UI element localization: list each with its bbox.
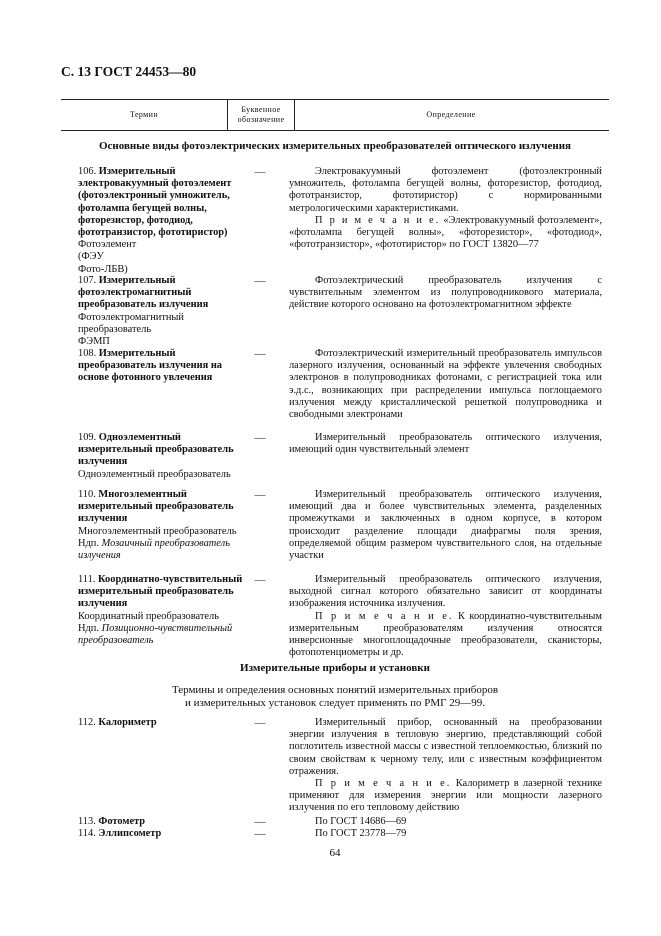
definition-text: Измерительный преобразователь оптического излучения, выходной сигнал которого обязательно зависит от координаты изображения источника излучения. (289, 574, 602, 610)
section-note-line: Термины и определения основных понятий измерительных приборов (171, 684, 499, 696)
term-text: 110. Многоэлементный измерительный преобразователь излучения (78, 489, 234, 525)
symbol-dash: — (254, 275, 266, 287)
term-synonym: ФЭМП (78, 336, 110, 348)
term-synonym: Фотоэлемент (78, 239, 137, 251)
definition-cell (289, 489, 602, 562)
column-header-symbol: Буквенное обозначение (227, 100, 295, 130)
symbol-dash: — (254, 574, 266, 586)
term-deprecated: Ндп. Мозаичный преобразователь излучения (78, 537, 230, 562)
definition-cell (289, 816, 602, 828)
section-note-line: и измерительных установок следует применять по РМГ 29—99. (184, 697, 485, 709)
definition-text: По ГОСТ 23778—79 (315, 828, 407, 839)
definition-text: Измерительный преобразователь оптического излучения, имеющий один чувствительный элемент (289, 432, 602, 456)
section-title: Основные виды фотоэлектрических измерительных преобразователей оптического излучения (98, 140, 571, 152)
term-cell (78, 489, 244, 562)
term-text: 114. Эллипсометр (78, 828, 162, 839)
column-header-term: Термин (129, 110, 159, 119)
term-cell (78, 166, 244, 276)
term-text: 106. Измерительный электровакуумный фотоэлемент (фотоэлектронный умножитель, фотолампа бегущей волны, фоторезистор, фотодиод, фототранзистор, фототиристор) (78, 166, 232, 239)
term-text: 113. Фотометр (78, 816, 146, 827)
definition-cell (289, 828, 602, 840)
term-text: 111. Координатно-чувствительный измерительный преобразователь излучения (78, 574, 243, 610)
definition-text: По ГОСТ 14686—69 (315, 816, 407, 827)
definition-text: Измерительный преобразователь оптического излучения, имеющий два и более чувствительных элемента, разделенных промежутками и заключенных в одном корпусе, в котором происходит разделение площади диафрагмы поля зрения, определяемой общим размером чувствительного слоя, на отдельные участки (289, 489, 602, 562)
page-header: С. 13 ГОСТ 24453—80 (61, 64, 197, 79)
page-number: 64 (329, 847, 341, 859)
column-header-definition: Определение (426, 110, 476, 119)
definition-cell (289, 275, 602, 312)
definition-cell (289, 166, 602, 251)
symbol-dash: — (254, 828, 266, 840)
term-synonym: Фотоэлектромагнитный преобразователь (78, 311, 184, 335)
term-synonym: Фото-ЛБВ) (78, 263, 128, 275)
term-text: 109. Одноэлементный измерительный преобразователь излучения (78, 432, 234, 468)
definition-text: Фотоэлектрический измерительный преобразователь импульсов лазерного излучения, основанный на эффекте увлечения свободных электронов в полупроводниках фотонами, с регистрацией тока или э.д.с., возникающих при распределении импульса поглощаемого излучения между кристаллической решеткой полупроводника и свободными электронами (289, 348, 602, 421)
definition-cell (289, 717, 602, 815)
term-synonym: Многоэлементный преобразователь (78, 525, 237, 537)
definition-text: Измерительный прибор, основанный на преобразовании энергии излучения в тепловую энергию, представляющий собой поглотитель известной массы с известной теплоемкостью, близкий по своим свойствам к черному телу, или с известным коэффициентом отражения. (289, 717, 602, 777)
term-cell (78, 828, 244, 840)
table-header (61, 99, 609, 131)
symbol-dash: — (254, 348, 266, 360)
term-synonym: Одноэлементный преобразователь (78, 468, 231, 480)
term-text: 107. Измерительный фотоэлектромагнитный преобразователь излучения (78, 275, 209, 311)
definition-text: Фотоэлектрический преобразователь излучения с чувствительным элементом из полупроводникового материала, действие которого основано на фотоэлектромагнитном эффекте (289, 275, 602, 311)
term-text: 108. Измерительный преобразователь излучения на основе фотонного увлечения (78, 348, 223, 384)
symbol-dash: — (254, 166, 266, 178)
term-cell (78, 432, 244, 481)
definition-note: П р и м е ч а н и е. «Электровакуумный фотоэлемент», «фотолампа бегущей волны», «фоторезистор», «фотодиод», «фототранзистор», «фототиристор» по ГОСТ 13820—77 (289, 214, 602, 251)
definition-cell (289, 574, 602, 659)
symbol-dash: — (254, 489, 266, 501)
section-title: Измерительные приборы и установки (240, 662, 430, 674)
symbol-dash: — (254, 432, 266, 444)
term-cell (78, 348, 244, 385)
term-synonym: (ФЭУ (78, 251, 104, 263)
term-cell (78, 816, 244, 828)
symbol-dash: — (254, 717, 266, 729)
symbol-dash: — (254, 816, 266, 828)
definition-note: П р и м е ч а н и е. К координатно-чувствительным измерительным преобразователям излучения относятся инверсионные многоплощадочные преобразователи, сканисторы, фотопотенциометры и др. (289, 610, 602, 659)
definition-cell (289, 432, 602, 456)
term-cell (78, 574, 244, 647)
term-cell (78, 275, 244, 348)
term-deprecated: Ндп. Позиционно-чувствительный преобразователь (78, 622, 233, 647)
term-cell (78, 717, 244, 729)
definition-text: Электровакуумный фотоэлемент (фотоэлектронный умножитель, фотолампа бегущей волны, фоторезистор, фотодиод, фототранзистор, фототиристор) с нормированными метрологическими характеристиками. (289, 166, 602, 214)
term-synonym: Координатный преобразователь (78, 610, 219, 622)
term-text: 112. Калориметр (78, 717, 157, 728)
definition-cell (289, 348, 602, 421)
definition-note: П р и м е ч а н и е. Калориметр в лазерной технике применяют для измерения энергии или мощности лазерного излучения по его тепловому действию (289, 778, 602, 814)
